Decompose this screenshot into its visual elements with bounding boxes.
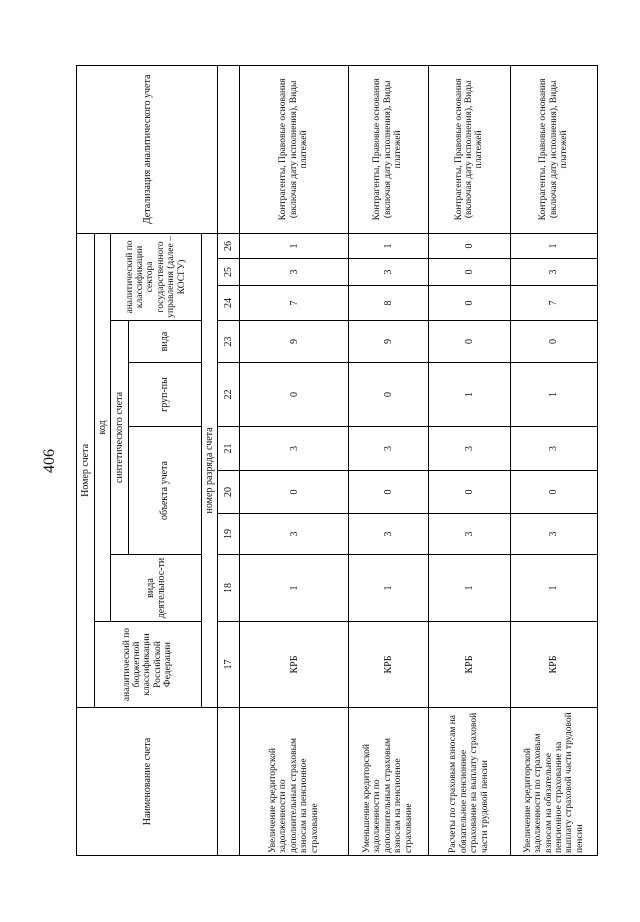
code-cell: 3	[510, 427, 597, 471]
column-number: 26	[218, 233, 240, 258]
code-cell: 1	[240, 555, 348, 622]
code-cell: 3	[240, 514, 348, 555]
column-number: 17	[218, 622, 240, 708]
header-activity-type: вида деятельнос-ти	[111, 555, 202, 622]
header-synthetic: синтетического счета	[111, 321, 129, 555]
code-cell: 0	[348, 363, 428, 427]
code-cell: 3	[348, 259, 428, 286]
header-analytic-kosgu: аналитический по классификации сектора государственного управления (далее – КОСГУ)	[111, 233, 202, 320]
code-cell: 3	[510, 259, 597, 286]
code-cell: 7	[510, 286, 597, 321]
code-cell: 0	[428, 233, 510, 258]
code-cell: 1	[348, 555, 428, 622]
account-name-cell: Увеличение кредиторской задолженности по страховым взносам на обязательное пенсионное страхование на выплату страховой части трудовой пенсии	[510, 708, 597, 856]
code-cell: 3	[240, 259, 348, 286]
header-analytic-budget: аналитический по бюджетной классификации Российской Федерации	[94, 622, 201, 708]
header-accounting-object: объекта учета	[128, 427, 201, 555]
code-cell: 1	[428, 555, 510, 622]
column-number: 21	[218, 427, 240, 471]
code-cell: 0	[428, 286, 510, 321]
header-detail: Детализация аналитического учета	[77, 65, 218, 233]
table-row	[428, 65, 510, 855]
code-cell: 3	[348, 427, 428, 471]
account-name-cell: Увеличение кредиторской задолженности по дополнительным страховым взносам на пенсионное страхование	[240, 708, 348, 856]
table-row	[510, 65, 597, 855]
account-table	[76, 65, 598, 856]
code-cell: 0	[428, 321, 510, 363]
code-cell: 9	[348, 321, 428, 363]
code-cell: 1	[510, 233, 597, 258]
code-cell: 0	[348, 471, 428, 514]
header-column-number-blank	[218, 708, 240, 856]
code-cell: 3	[348, 514, 428, 555]
header-code: код	[94, 233, 110, 621]
code-cell: 1	[510, 555, 597, 622]
page-number: 406	[41, 449, 58, 473]
column-number: 24	[218, 286, 240, 321]
header-account-name: Наименование счета	[77, 708, 218, 856]
code-cell: 9	[240, 321, 348, 363]
detail-cell: Контрагенты, Правовые основания (включая дату исполнения), Виды платежей	[428, 65, 510, 233]
code-cell: 3	[428, 427, 510, 471]
column-number: 19	[218, 514, 240, 555]
code-cell: 0	[240, 471, 348, 514]
budget-code-cell: КРБ	[240, 622, 348, 708]
budget-code-cell: КРБ	[510, 622, 597, 708]
column-number: 20	[218, 471, 240, 514]
header-detail-blank	[218, 65, 240, 233]
code-cell: 8	[348, 286, 428, 321]
header-account-number: Номер счета	[77, 233, 95, 707]
code-cell: 3	[240, 427, 348, 471]
table-row	[240, 65, 348, 855]
header-kind: вида	[128, 321, 201, 363]
code-cell: 1	[428, 363, 510, 427]
code-cell: 0	[240, 363, 348, 427]
column-number: 22	[218, 363, 240, 427]
detail-cell: Контрагенты, Правовые основания (включая дату исполнения), Виды платежей	[348, 65, 428, 233]
code-cell: 1	[348, 233, 428, 258]
header-digit-number: номер разряда счета	[201, 233, 217, 707]
table-row	[348, 65, 428, 855]
column-number: 25	[218, 259, 240, 286]
column-number: 18	[218, 555, 240, 622]
account-table-container	[76, 66, 598, 856]
code-cell: 3	[510, 514, 597, 555]
code-cell: 1	[510, 363, 597, 427]
account-name-cell: Уменьшение кредиторской задолженности по дополнительным страховым взносам на пенсионное страхование	[348, 708, 428, 856]
header-group: груп-пы	[128, 363, 201, 427]
column-number: 23	[218, 321, 240, 363]
detail-cell: Контрагенты, Правовые основания (включая дату исполнения), Виды платежей	[240, 65, 348, 233]
code-cell: 0	[510, 321, 597, 363]
budget-code-cell: КРБ	[348, 622, 428, 708]
code-cell: 0	[510, 471, 597, 514]
code-cell: 3	[428, 514, 510, 555]
code-cell: 7	[240, 286, 348, 321]
code-cell: 1	[240, 233, 348, 258]
account-name-cell: Расчеты по страховым взносам на обязательное пенсионное страхование на выплату страховой части трудовой пенсии	[428, 708, 510, 856]
code-cell: 0	[428, 471, 510, 514]
budget-code-cell: КРБ	[428, 622, 510, 708]
detail-cell: Контрагенты, Правовые основания (включая дату исполнения), Виды платежей	[510, 65, 597, 233]
code-cell: 0	[428, 259, 510, 286]
